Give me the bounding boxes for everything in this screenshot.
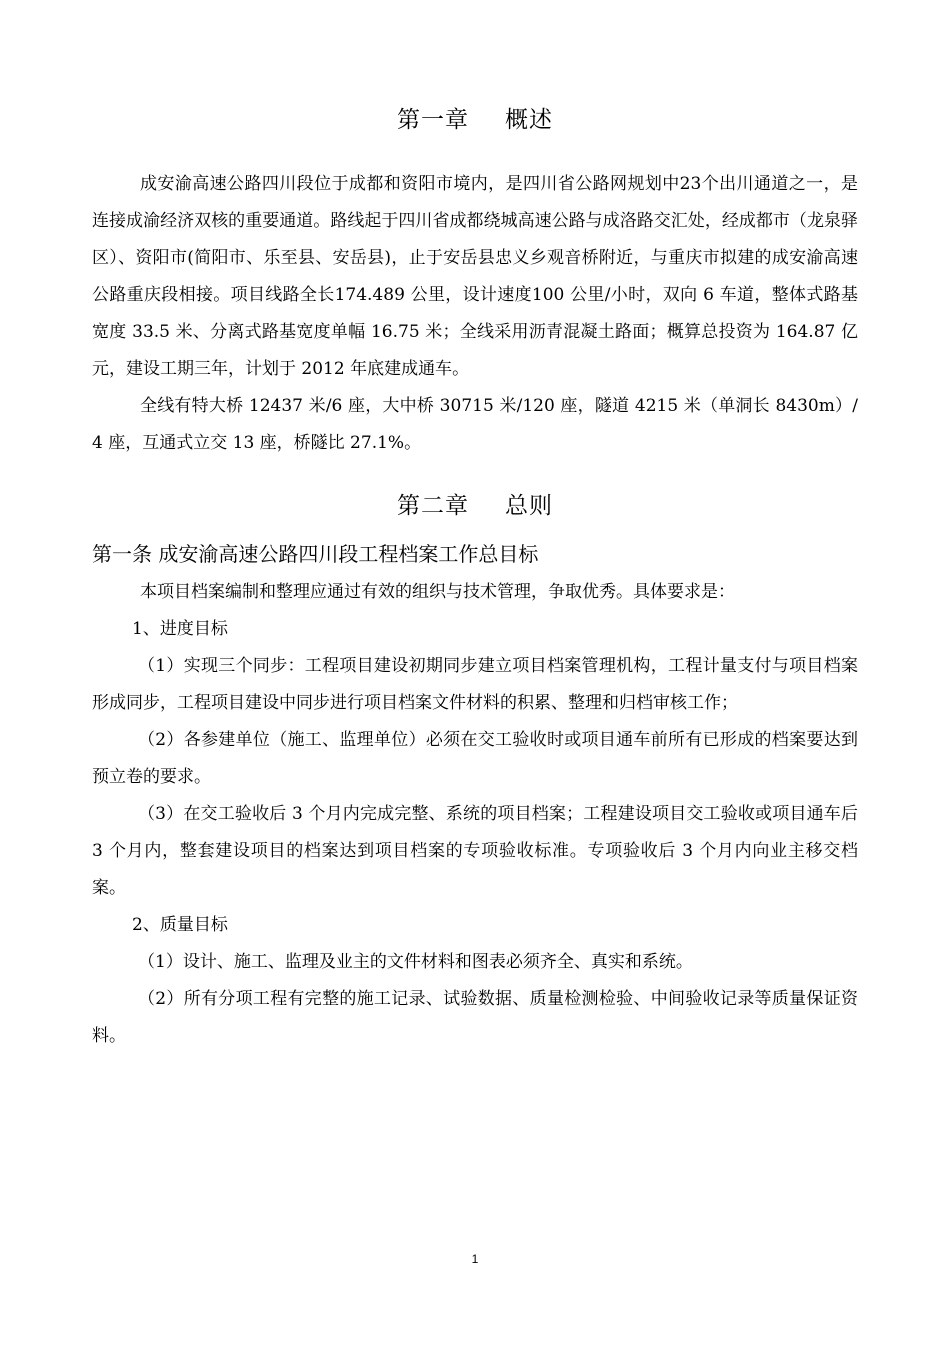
chapter-1-paragraph-2: 全线有特大桥 12437 米/6 座，大中桥 30715 米/120 座，隧道 4215 米（单洞长 8430m）/4 座，互通式立交 13 座，桥隧比 27.1%。 [92,396,858,453]
article-1-intro: 本项目档案编制和整理应通过有效的组织与技术管理，争取优秀。具体要求是： [140,582,735,602]
chapter-1-heading [92,96,858,144]
goal-1-heading: 1、进度目标 [132,619,228,639]
goal-2-item-1: （1）设计、施工、监理及业主的文件材料和图表必须齐全、真实和系统。 [138,952,693,972]
page-content [92,96,858,1055]
article-1-title: 第一条 成安渝高速公路四川段工程档案工作总目标 [92,542,539,566]
chapter-2-label: 第二章 [397,493,469,519]
chapter-1-paragraph-1: 成安渝高速公路四川段位于成都和资阳市境内，是四川省公路网规划中23个出川通道之一，是连接成渝经济双核的重要通道。路线起于四川省成都绕城高速公路与成洛路交汇处，经成都市（龙泉驿区）、资阳市(简阳市、乐至县、安岳县)，止于安岳县忠义乡观音桥附近，与重庆市拟建的成安渝高速公路重庆段相接。项目线路全长174.489 公里，设计速度100 公里/小时，双向 6 车道，整体式路基宽度 33.5 米、分离式路基宽度单幅 16.75 米；全线采用沥青混凝土路面；概算总投资为 164.87 亿元，建设工期三年，计划于 2012 年底建成通车。 [92,174,858,379]
goal-1-item-3: （3）在交工验收后 3 个月内完成完整、系统的项目档案；工程建设项目交工验收或项目通车后 3 个月内，整套建设项目的档案达到项目档案的专项验收标准。专项验收后 3 个月内向业主移交档案。 [92,804,858,898]
goal-1-item-1: （1）实现三个同步：工程项目建设初期同步建立项目档案管理机构，工程计量支付与项目档案形成同步，工程项目建设中同步进行项目档案文件材料的积累、整理和归档审核工作； [92,656,858,713]
chapter-2-heading [92,482,858,530]
chapter-1-label: 第一章 [397,107,469,133]
goal-2-heading: 2、质量目标 [132,915,228,935]
chapter-1-title: 概述 [505,107,553,133]
page-number: 1 [471,1252,479,1266]
goal-1-item-2: （2）各参建单位（施工、监理单位）必须在交工验收时或项目通车前所有已形成的档案要达到预立卷的要求。 [92,730,858,787]
goal-2-item-2: （2）所有分项工程有完整的施工记录、试验数据、质量检测检验、中间验收记录等质量保证资料。 [92,989,858,1046]
chapter-2-title: 总则 [505,493,553,519]
